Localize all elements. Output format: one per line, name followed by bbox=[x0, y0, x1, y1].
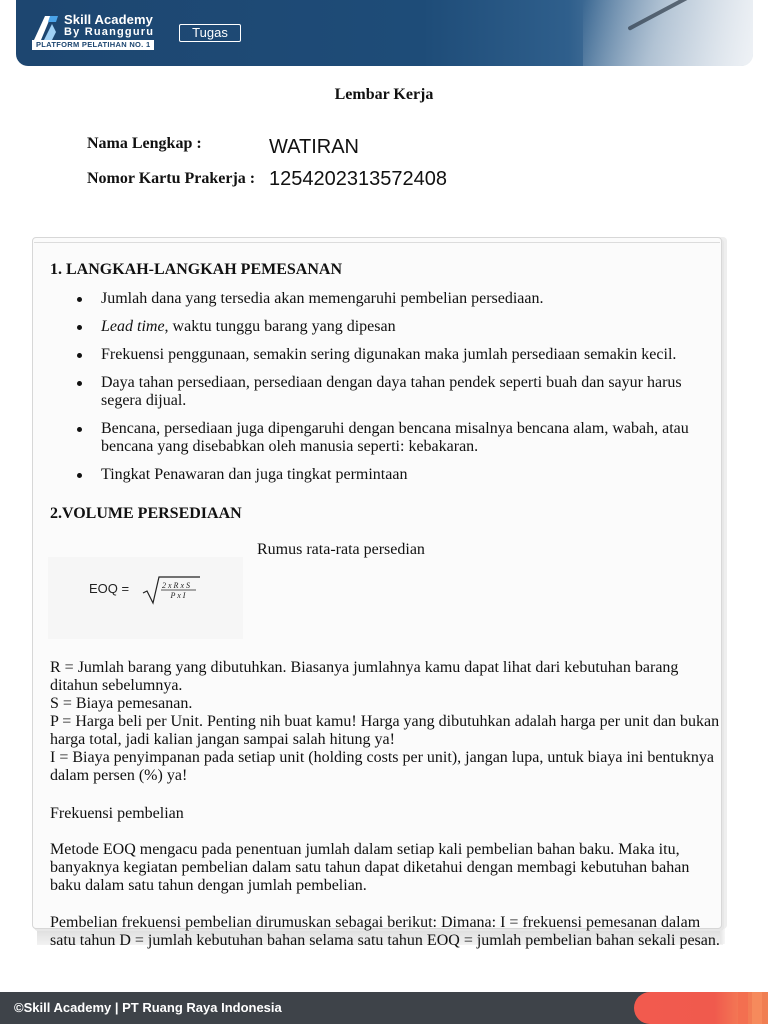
list-item bbox=[50, 466, 720, 484]
card-number-label: Nomor Kartu Prakerja : bbox=[87, 170, 256, 187]
tugas-tab[interactable]: Tugas bbox=[179, 24, 241, 42]
list-item bbox=[50, 318, 720, 336]
logo-subtitle: By Ruangguru bbox=[64, 26, 155, 38]
bullet-icon bbox=[77, 381, 82, 386]
paragraph-frequency-formula: Pembelian frekuensi pembelian dirumuskan sebagai berikut: Dimana: I = frekuensi pemesanan dalam satu tahun D = jumlah kebutuhan bahan selama satu tahun EOQ = jumlah pembelian bahan sekali pesan. bbox=[50, 914, 720, 949]
section1-heading: 1. LANGKAH-LANGKAH PEMESANAN bbox=[50, 261, 343, 278]
bullet-icon bbox=[77, 325, 82, 330]
eoq-formula bbox=[48, 557, 243, 639]
formula-lhs: EOQ = bbox=[89, 581, 130, 596]
header-banner bbox=[16, 0, 753, 66]
definition-s: S = Biaya pemesanan. bbox=[50, 695, 193, 712]
section2-heading: 2.VOLUME PERSEDIAAN bbox=[50, 505, 242, 522]
list-item bbox=[50, 420, 720, 456]
name-value: WATIRAN bbox=[269, 136, 359, 158]
eoq-formula-graphic bbox=[48, 557, 243, 639]
list-item bbox=[50, 346, 720, 364]
footer-accent bbox=[634, 992, 768, 1024]
footer-copyright: ©Skill Academy | PT Ruang Raya Indonesia bbox=[14, 1000, 282, 1015]
bullet-icon bbox=[77, 353, 82, 358]
card-divider bbox=[34, 242, 720, 243]
bullet-icon bbox=[77, 473, 82, 478]
frequency-heading: Frekuensi pembelian bbox=[50, 805, 184, 822]
bullet-icon bbox=[77, 297, 82, 302]
definition-p: P = Harga beli per Unit. Penting nih buat kamu! Harga yang dibutuhkan adalah harga per unit dan bukan harga total, jadi kalian jangan sampai salah hitung ya! bbox=[50, 713, 720, 748]
document-title: Lembar Kerja bbox=[334, 86, 434, 103]
definition-r: R = Jumlah barang yang dibutuhkan. Biasanya jumlahnya kamu dapat lihat dari kebutuhan barang ditahun sebelumnya. bbox=[50, 659, 679, 694]
list-item bbox=[50, 290, 720, 308]
footer-bar bbox=[0, 992, 768, 1024]
formula-caption: Rumus rata-rata persedian bbox=[257, 541, 425, 558]
list-item-text: Bencana, persediaan juga dipengaruhi dengan bencana misalnya bencana alam, wabah, atau bencana yang disebabkan oleh manusia seperti: kebakaran. bbox=[101, 420, 689, 455]
ordering-steps-list bbox=[50, 290, 720, 494]
list-item bbox=[50, 374, 720, 410]
formula-denominator: P x I bbox=[170, 591, 186, 600]
skill-academy-logo-icon bbox=[32, 14, 60, 40]
paragraph-eoq-method: Metode EOQ mengacu pada penentuan jumlah dalam setiap kali pembelian bahan baku. Maka itu, banyaknya kegiatan pembelian dalam satu tahun dapat diketahui dengan membagi kebutuhan bahan baku dalam satu tahun dengan jumlah pembelian. bbox=[50, 841, 690, 894]
logo-tagline: PLATFORM PELATIHAN NO. 1 bbox=[32, 40, 154, 50]
logo-title: Skill Academy bbox=[64, 12, 153, 27]
list-item-lead: Lead time bbox=[101, 318, 165, 335]
bullet-icon bbox=[77, 427, 82, 432]
card-number-value: 1254202313572408 bbox=[269, 168, 447, 190]
definition-i: I = Biaya penyimpanan pada setiap unit (holding costs per unit), jangan lupa, untuk biaya ini bentuknya dalam persen (%) ya! bbox=[50, 749, 714, 784]
footer-stripe bbox=[738, 992, 748, 1024]
list-item-text: Jumlah dana yang tersedia akan memengaruhi pembelian persediaan. bbox=[101, 290, 544, 307]
formula-numerator: 2 x R x S bbox=[162, 581, 190, 590]
list-item-text: , waktu tunggu barang yang dipesan bbox=[164, 318, 396, 335]
list-item-text: Tingkat Penawaran dan juga tingkat permintaan bbox=[101, 466, 408, 483]
list-item-text: Daya tahan persediaan, persediaan dengan daya tahan pendek seperti buah dan sayur harus segera dijual. bbox=[101, 374, 682, 409]
list-item-text: Frekuensi penggunaan, semakin sering digunakan maka jumlah persediaan semakin kecil. bbox=[101, 346, 677, 363]
name-label: Nama Lengkap : bbox=[87, 135, 202, 152]
footer-stripe bbox=[752, 992, 762, 1024]
